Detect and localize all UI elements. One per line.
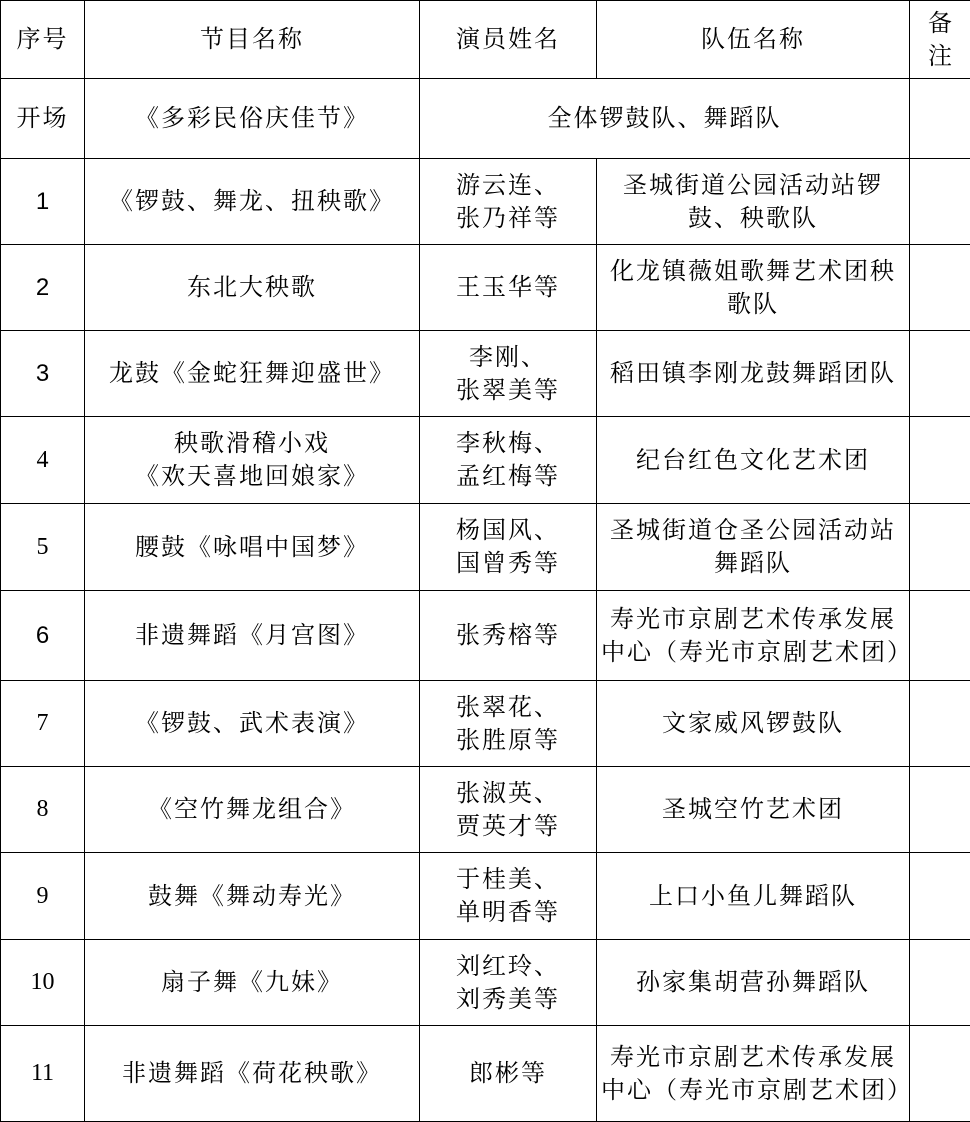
row-performer-line: 张翠花、 — [424, 691, 592, 724]
row-team-line: 寿光市京剧艺术传承发展 — [601, 603, 905, 636]
row-performer — [420, 940, 597, 1026]
row-performer — [420, 681, 597, 767]
row-program — [85, 417, 420, 504]
row-program-line: 《锣鼓、舞龙、扭秧歌》 — [89, 185, 415, 218]
row-program-line: 腰鼓《咏唱中国梦》 — [89, 531, 415, 564]
row-seq: 2 — [1, 245, 85, 331]
row-performer-line: 李刚、 — [424, 341, 592, 374]
row-seq: 11 — [1, 1026, 85, 1122]
row-performer-line: 张乃祥等 — [424, 202, 592, 235]
row-remark — [910, 159, 970, 245]
row-program-line: 秧歌滑稽小戏 — [89, 427, 415, 460]
opening-performer-team: 全体锣鼓队、舞蹈队 — [420, 79, 910, 159]
row-program — [85, 504, 420, 591]
row-remark — [910, 940, 970, 1026]
row-team — [597, 853, 910, 940]
row-remark — [910, 681, 970, 767]
row-performer-line: 张秀榕等 — [424, 619, 592, 652]
row-team — [597, 159, 910, 245]
header-row — [1, 1, 970, 79]
table-row — [1, 417, 970, 504]
row-performer-line: 李秋梅、 — [424, 427, 592, 460]
row-team-line: 舞蹈队 — [601, 547, 905, 580]
row-team — [597, 767, 910, 853]
row-program — [85, 1026, 420, 1122]
row-program-line: 东北大秧歌 — [89, 271, 415, 304]
row-performer-line: 单明香等 — [424, 896, 592, 929]
row-program-line: 扇子舞《九妹》 — [89, 966, 415, 999]
row-performer-line: 贾英才等 — [424, 810, 592, 843]
opening-program: 《多彩民俗庆佳节》 — [85, 79, 420, 159]
header-performer: 演员姓名 — [420, 1, 597, 79]
table-row — [1, 1026, 970, 1122]
row-performer-line: 游云连、 — [424, 169, 592, 202]
row-program-line: 《空竹舞龙组合》 — [89, 793, 415, 826]
row-team-line: 上口小鱼儿舞蹈队 — [601, 880, 905, 913]
row-program — [85, 331, 420, 417]
table-row — [1, 159, 970, 245]
opening-row — [1, 79, 970, 159]
header-remark-line1: 备 — [910, 7, 970, 40]
row-seq: 1 — [1, 159, 85, 245]
header-seq: 序号 — [1, 1, 85, 79]
row-seq: 3 — [1, 331, 85, 417]
row-team-line: 圣城街道仓圣公园活动站 — [601, 514, 905, 547]
row-performer-line: 刘红玲、 — [424, 950, 592, 983]
table-row — [1, 853, 970, 940]
row-remark — [910, 767, 970, 853]
row-team-line: 歌队 — [601, 288, 905, 321]
row-team — [597, 245, 910, 331]
row-team-line: 鼓、秧歌队 — [601, 202, 905, 235]
row-performer — [420, 159, 597, 245]
row-program-line: 非遗舞蹈《荷花秧歌》 — [89, 1057, 415, 1090]
row-performer-line: 杨国风、 — [424, 514, 592, 547]
row-program — [85, 245, 420, 331]
row-team-line: 文家威风锣鼓队 — [601, 707, 905, 740]
row-performer-line: 张淑英、 — [424, 777, 592, 810]
row-performer-line: 王玉华等 — [424, 271, 592, 304]
row-seq: 6 — [1, 591, 85, 681]
row-performer — [420, 591, 597, 681]
row-team — [597, 504, 910, 591]
table-row — [1, 681, 970, 767]
row-performer — [420, 245, 597, 331]
header-program: 节目名称 — [85, 1, 420, 79]
row-performer-line: 郎彬等 — [424, 1057, 592, 1090]
row-team-line: 纪台红色文化艺术团 — [601, 444, 905, 477]
table-row — [1, 504, 970, 591]
row-performer-line: 于桂美、 — [424, 863, 592, 896]
row-seq: 10 — [1, 940, 85, 1026]
row-performer-line: 张翠美等 — [424, 374, 592, 407]
row-performer — [420, 331, 597, 417]
row-seq: 9 — [1, 853, 85, 940]
row-program-line: 鼓舞《舞动寿光》 — [89, 880, 415, 913]
header-remark — [910, 1, 970, 79]
table-row — [1, 767, 970, 853]
row-seq: 8 — [1, 767, 85, 853]
row-performer-line: 刘秀美等 — [424, 983, 592, 1016]
row-remark — [910, 1026, 970, 1122]
header-team: 队伍名称 — [597, 1, 910, 79]
row-performer — [420, 504, 597, 591]
row-program — [85, 159, 420, 245]
row-team — [597, 681, 910, 767]
row-performer — [420, 767, 597, 853]
row-program — [85, 591, 420, 681]
row-program-line: 龙鼓《金蛇狂舞迎盛世》 — [89, 357, 415, 390]
header-remark-line2: 注 — [910, 40, 970, 73]
row-program — [85, 940, 420, 1026]
row-program — [85, 681, 420, 767]
row-remark — [910, 853, 970, 940]
opening-remark — [910, 79, 970, 159]
row-team-line: 中心（寿光市京剧艺术团） — [601, 1074, 905, 1107]
row-program-line: 非遗舞蹈《月宫图》 — [89, 619, 415, 652]
row-team — [597, 591, 910, 681]
row-program — [85, 853, 420, 940]
table-row — [1, 940, 970, 1026]
row-seq: 4 — [1, 417, 85, 504]
row-team — [597, 1026, 910, 1122]
table-row — [1, 331, 970, 417]
row-team-line: 稻田镇李刚龙鼓舞蹈团队 — [601, 357, 905, 390]
table-row — [1, 591, 970, 681]
row-remark — [910, 331, 970, 417]
row-seq: 7 — [1, 681, 85, 767]
row-team — [597, 417, 910, 504]
row-team — [597, 331, 910, 417]
row-team-line: 圣城街道公园活动站锣 — [601, 169, 905, 202]
opening-seq: 开场 — [1, 79, 85, 159]
row-remark — [910, 245, 970, 331]
row-performer-line: 孟红梅等 — [424, 460, 592, 493]
row-program-line: 《锣鼓、武术表演》 — [89, 707, 415, 740]
row-performer-line: 张胜原等 — [424, 724, 592, 757]
row-team — [597, 940, 910, 1026]
row-remark — [910, 417, 970, 504]
row-remark — [910, 591, 970, 681]
table-row — [1, 245, 970, 331]
row-seq: 5 — [1, 504, 85, 591]
row-performer — [420, 417, 597, 504]
row-team-line: 寿光市京剧艺术传承发展 — [601, 1041, 905, 1074]
row-performer-line: 国曾秀等 — [424, 547, 592, 580]
row-team-line: 孙家集胡营孙舞蹈队 — [601, 966, 905, 999]
row-remark — [910, 504, 970, 591]
row-performer — [420, 1026, 597, 1122]
row-performer — [420, 853, 597, 940]
row-program-line: 《欢天喜地回娘家》 — [89, 460, 415, 493]
row-team-line: 化龙镇薇姐歌舞艺术团秧 — [601, 255, 905, 288]
row-program — [85, 767, 420, 853]
row-team-line: 中心（寿光市京剧艺术团） — [601, 636, 905, 669]
row-team-line: 圣城空竹艺术团 — [601, 793, 905, 826]
